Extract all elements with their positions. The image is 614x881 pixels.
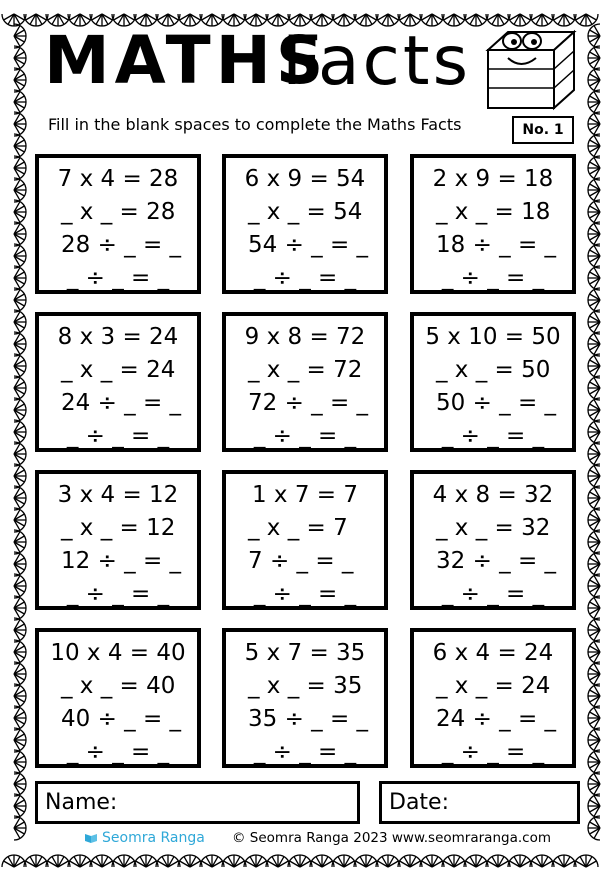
fact-divide-blank-2[interactable]: _ ÷ _ = _ bbox=[66, 265, 170, 291]
date-label: Date: bbox=[389, 790, 449, 815]
fact-multiply-blank[interactable]: _ x _ = 7 bbox=[248, 515, 348, 541]
fact-multiply-blank[interactable]: _ x _ = 72 bbox=[248, 357, 363, 383]
fact-box bbox=[222, 470, 388, 610]
brand-logo bbox=[84, 830, 205, 846]
smiling-cube-icon bbox=[484, 26, 578, 112]
fact-divide-blank[interactable]: 72 ÷ _ = _ bbox=[248, 390, 369, 416]
fact-box bbox=[410, 312, 576, 452]
fact-divide-blank[interactable]: 50 ÷ _ = _ bbox=[436, 390, 557, 416]
fact-divide-blank-2[interactable]: _ ÷ _ = _ bbox=[253, 581, 357, 607]
fact-multiply-blank[interactable]: _ x _ = 50 bbox=[436, 357, 551, 383]
fact-box bbox=[410, 154, 576, 294]
fact-equation: 8 x 3 = 24 bbox=[57, 324, 179, 350]
fact-divide-blank-2[interactable]: _ ÷ _ = _ bbox=[66, 739, 170, 765]
fact-multiply-blank[interactable]: _ x _ = 12 bbox=[61, 515, 176, 541]
name-field[interactable] bbox=[35, 781, 360, 824]
fact-divide-blank[interactable]: 40 ÷ _ = _ bbox=[61, 706, 182, 732]
date-field[interactable] bbox=[379, 781, 580, 824]
fact-divide-blank[interactable]: 24 ÷ _ = _ bbox=[436, 706, 557, 732]
fact-divide-blank-2[interactable]: _ ÷ _ = _ bbox=[441, 581, 545, 607]
fact-multiply-blank[interactable]: _ x _ = 35 bbox=[248, 673, 363, 699]
fact-equation: 1 x 7 = 7 bbox=[251, 482, 359, 508]
fact-box bbox=[35, 312, 201, 452]
fact-box bbox=[35, 154, 201, 294]
brand-name: Seomra Ranga bbox=[102, 830, 205, 846]
fact-equation: 6 x 9 = 54 bbox=[244, 166, 366, 192]
fact-divide-blank-2[interactable]: _ ÷ _ = _ bbox=[441, 265, 545, 291]
fact-divide-blank[interactable]: 54 ÷ _ = _ bbox=[248, 232, 369, 258]
fact-divide-blank[interactable]: 28 ÷ _ = _ bbox=[61, 232, 182, 258]
name-input[interactable] bbox=[122, 790, 356, 820]
copyright-text: © Seomra Ranga 2023 www.seomraranga.com bbox=[232, 830, 551, 846]
fact-divide-blank[interactable]: 18 ÷ _ = _ bbox=[436, 232, 557, 258]
fact-equation: 3 x 4 = 12 bbox=[57, 482, 179, 508]
fact-equation: 2 x 9 = 18 bbox=[432, 166, 554, 192]
fact-divide-blank[interactable]: 12 ÷ _ = _ bbox=[61, 548, 182, 574]
fact-box bbox=[222, 312, 388, 452]
fact-equation: 6 x 4 = 24 bbox=[432, 640, 554, 666]
fact-divide-blank[interactable]: 35 ÷ _ = _ bbox=[248, 706, 369, 732]
fact-box bbox=[35, 628, 201, 768]
title-facts: Facts bbox=[282, 22, 472, 101]
fact-equation: 5 x 7 = 35 bbox=[244, 640, 366, 666]
fact-divide-blank-2[interactable]: _ ÷ _ = _ bbox=[253, 423, 357, 449]
fact-multiply-blank[interactable]: _ x _ = 40 bbox=[61, 673, 176, 699]
fact-equation: 10 x 4 = 40 bbox=[50, 640, 186, 666]
fact-divide-blank-2[interactable]: _ ÷ _ = _ bbox=[253, 739, 357, 765]
fact-divide-blank[interactable]: 7 ÷ _ = _ bbox=[248, 548, 354, 574]
fact-box bbox=[410, 628, 576, 768]
fact-box bbox=[222, 154, 388, 294]
fact-divide-blank-2[interactable]: _ ÷ _ = _ bbox=[66, 581, 170, 607]
sheet-number-badge: No. 1 bbox=[512, 116, 574, 144]
fact-multiply-blank[interactable]: _ x _ = 28 bbox=[61, 199, 176, 225]
fact-box bbox=[222, 628, 388, 768]
fact-equation: 5 x 10 = 50 bbox=[425, 324, 561, 350]
fact-divide-blank[interactable]: 24 ÷ _ = _ bbox=[61, 390, 182, 416]
instructions-text: Fill in the blank spaces to complete the Maths Facts bbox=[48, 115, 462, 134]
fact-divide-blank-2[interactable]: _ ÷ _ = _ bbox=[441, 423, 545, 449]
fact-equation: 9 x 8 = 72 bbox=[244, 324, 366, 350]
name-label: Name: bbox=[45, 790, 118, 815]
fact-equation: 4 x 8 = 32 bbox=[432, 482, 554, 508]
fact-multiply-blank[interactable]: _ x _ = 18 bbox=[436, 199, 551, 225]
fact-equation: 7 x 4 = 28 bbox=[57, 166, 179, 192]
open-book-icon bbox=[84, 832, 98, 844]
fact-multiply-blank[interactable]: _ x _ = 24 bbox=[61, 357, 176, 383]
fact-divide-blank-2[interactable]: _ ÷ _ = _ bbox=[441, 739, 545, 765]
fact-multiply-blank[interactable]: _ x _ = 54 bbox=[248, 199, 363, 225]
date-input[interactable] bbox=[458, 790, 578, 820]
fact-divide-blank[interactable]: 32 ÷ _ = _ bbox=[436, 548, 557, 574]
fact-multiply-blank[interactable]: _ x _ = 24 bbox=[436, 673, 551, 699]
title-maths: MATHS bbox=[44, 22, 329, 99]
fact-multiply-blank[interactable]: _ x _ = 32 bbox=[436, 515, 551, 541]
fact-box bbox=[35, 470, 201, 610]
fact-divide-blank-2[interactable]: _ ÷ _ = _ bbox=[253, 265, 357, 291]
fact-divide-blank-2[interactable]: _ ÷ _ = _ bbox=[66, 423, 170, 449]
fact-box bbox=[410, 470, 576, 610]
